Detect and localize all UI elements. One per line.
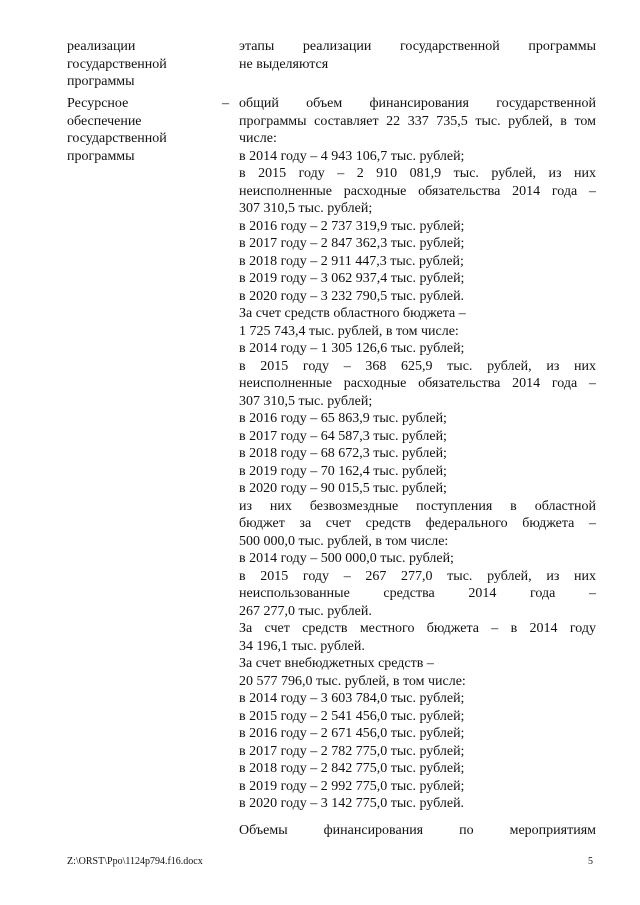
funding-text-line: общий объем финансирования государственной bbox=[239, 96, 596, 111]
row1-left-line: реализации bbox=[67, 39, 136, 54]
funding-text-line: неиспользованные средства 2014 года – bbox=[239, 586, 596, 601]
funding-text-line: 307 310,5 тыс. рублей; bbox=[239, 201, 373, 216]
funding-text-line: 34 196,1 тыс. рублей. bbox=[239, 638, 365, 654]
funding-text-line: За счет средств областного бюджета – bbox=[239, 306, 466, 321]
row2-left-line: Ресурсное bbox=[67, 96, 129, 111]
funding-text-line: числе: bbox=[239, 131, 277, 146]
row2-right-cell bbox=[239, 95, 596, 813]
funding-text-line: в 2020 году – 3 142 775,0 тыс. рублей. bbox=[239, 796, 465, 811]
funding-text-line: в 2019 году – 70 162,4 тыс. рублей; bbox=[239, 463, 447, 479]
funding-text-line: в 2016 году – 2 737 319,9 тыс. рублей; bbox=[239, 218, 465, 234]
funding-text-line: в 2015 году – 267 277,0 тыс. рублей, из них bbox=[239, 568, 596, 584]
funding-text-line: 500 000,0 тыс. рублей, в том числе: bbox=[239, 533, 449, 549]
funding-text-line: программы составляет 22 337 735,5 тыс. рублей, в том bbox=[239, 113, 596, 129]
funding-text-line: в 2015 году – 368 625,9 тыс. рублей, из них bbox=[239, 358, 596, 374]
funding-text-line: За счет средств местного бюджета – в 2014 году bbox=[239, 621, 596, 636]
funding-text-line: в 2020 году – 90 015,5 тыс. рублей; bbox=[239, 481, 447, 496]
row1-left-line: программы bbox=[67, 74, 135, 89]
funding-text-line: 20 577 796,0 тыс. рублей, в том числе: bbox=[239, 673, 466, 689]
row1-right-line: не выделяются bbox=[239, 56, 329, 72]
funding-text-line: 1 725 743,4 тыс. рублей, в том числе: bbox=[239, 323, 459, 339]
funding-text-line: в 2020 году – 3 232 790,5 тыс. рублей. bbox=[239, 288, 465, 304]
funding-text-line: в 2017 году – 64 587,3 тыс. рублей; bbox=[239, 428, 447, 444]
funding-text-line: За счет внебюджетных средств – bbox=[239, 656, 434, 671]
funding-text-line: в 2015 году – 2 910 081,9 тыс. рублей, из них bbox=[239, 166, 596, 181]
row2-left-line: государственной bbox=[67, 131, 167, 146]
footer-file-path: Z:\ORST\Ppo\1124p794.f16.docx bbox=[67, 856, 203, 867]
funding-text-line: в 2019 году – 3 062 937,4 тыс. рублей; bbox=[239, 271, 465, 286]
row3-text-line: Объемы финансирования по мероприятиям bbox=[239, 823, 596, 838]
funding-text-line: в 2014 году – 1 305 126,6 тыс. рублей; bbox=[239, 341, 465, 356]
funding-text-line: в 2014 году – 3 603 784,0 тыс. рублей; bbox=[239, 691, 465, 706]
funding-text-line: неисполненные расходные обязательства 2014 года – bbox=[239, 376, 596, 391]
funding-text-line: в 2018 году – 2 842 775,0 тыс. рублей; bbox=[239, 761, 465, 776]
funding-text-line: из них безвозмездные поступления в областной bbox=[239, 498, 596, 514]
funding-text-line: в 2016 году – 65 863,9 тыс. рублей; bbox=[239, 411, 447, 426]
funding-text-line: в 2018 году – 2 911 447,3 тыс. рублей; bbox=[239, 253, 464, 269]
row2-left-cell bbox=[67, 95, 217, 165]
row1-left-cell bbox=[67, 38, 217, 91]
funding-text-line: в 2017 году – 2 847 362,3 тыс. рублей; bbox=[239, 236, 465, 251]
funding-text-line: бюджет за счет средств федерального бюджета – bbox=[239, 516, 596, 531]
row1-right-line: этапы реализации государственной программы bbox=[239, 39, 596, 54]
row2-left-line: программы bbox=[67, 148, 135, 164]
row2-separator-dash: – bbox=[222, 96, 229, 111]
funding-text-line: в 2016 году – 2 671 456,0 тыс. рублей; bbox=[239, 726, 465, 741]
funding-text-line: в 2019 году – 2 992 775,0 тыс. рублей; bbox=[239, 778, 465, 794]
funding-text-line: в 2015 году – 2 541 456,0 тыс. рублей; bbox=[239, 708, 465, 724]
page-number: 5 bbox=[588, 856, 593, 867]
funding-text-line: в 2014 году – 500 000,0 тыс. рублей; bbox=[239, 551, 454, 566]
funding-text-line: 267 277,0 тыс. рублей. bbox=[239, 603, 372, 619]
row1-right-cell bbox=[239, 38, 596, 73]
row3-right-cell bbox=[239, 822, 596, 840]
funding-text-line: в 2017 году – 2 782 775,0 тыс. рублей; bbox=[239, 743, 465, 759]
row1-left-line: государственной bbox=[67, 56, 167, 72]
funding-text-line: 307 310,5 тыс. рублей; bbox=[239, 393, 373, 409]
funding-text-line: неисполненные расходные обязательства 2014 года – bbox=[239, 183, 596, 199]
funding-text-line: в 2018 году – 68 672,3 тыс. рублей; bbox=[239, 446, 447, 461]
funding-text-line: в 2014 году – 4 943 106,7 тыс. рублей; bbox=[239, 148, 465, 164]
row2-left-line: обеспечение bbox=[67, 113, 142, 129]
